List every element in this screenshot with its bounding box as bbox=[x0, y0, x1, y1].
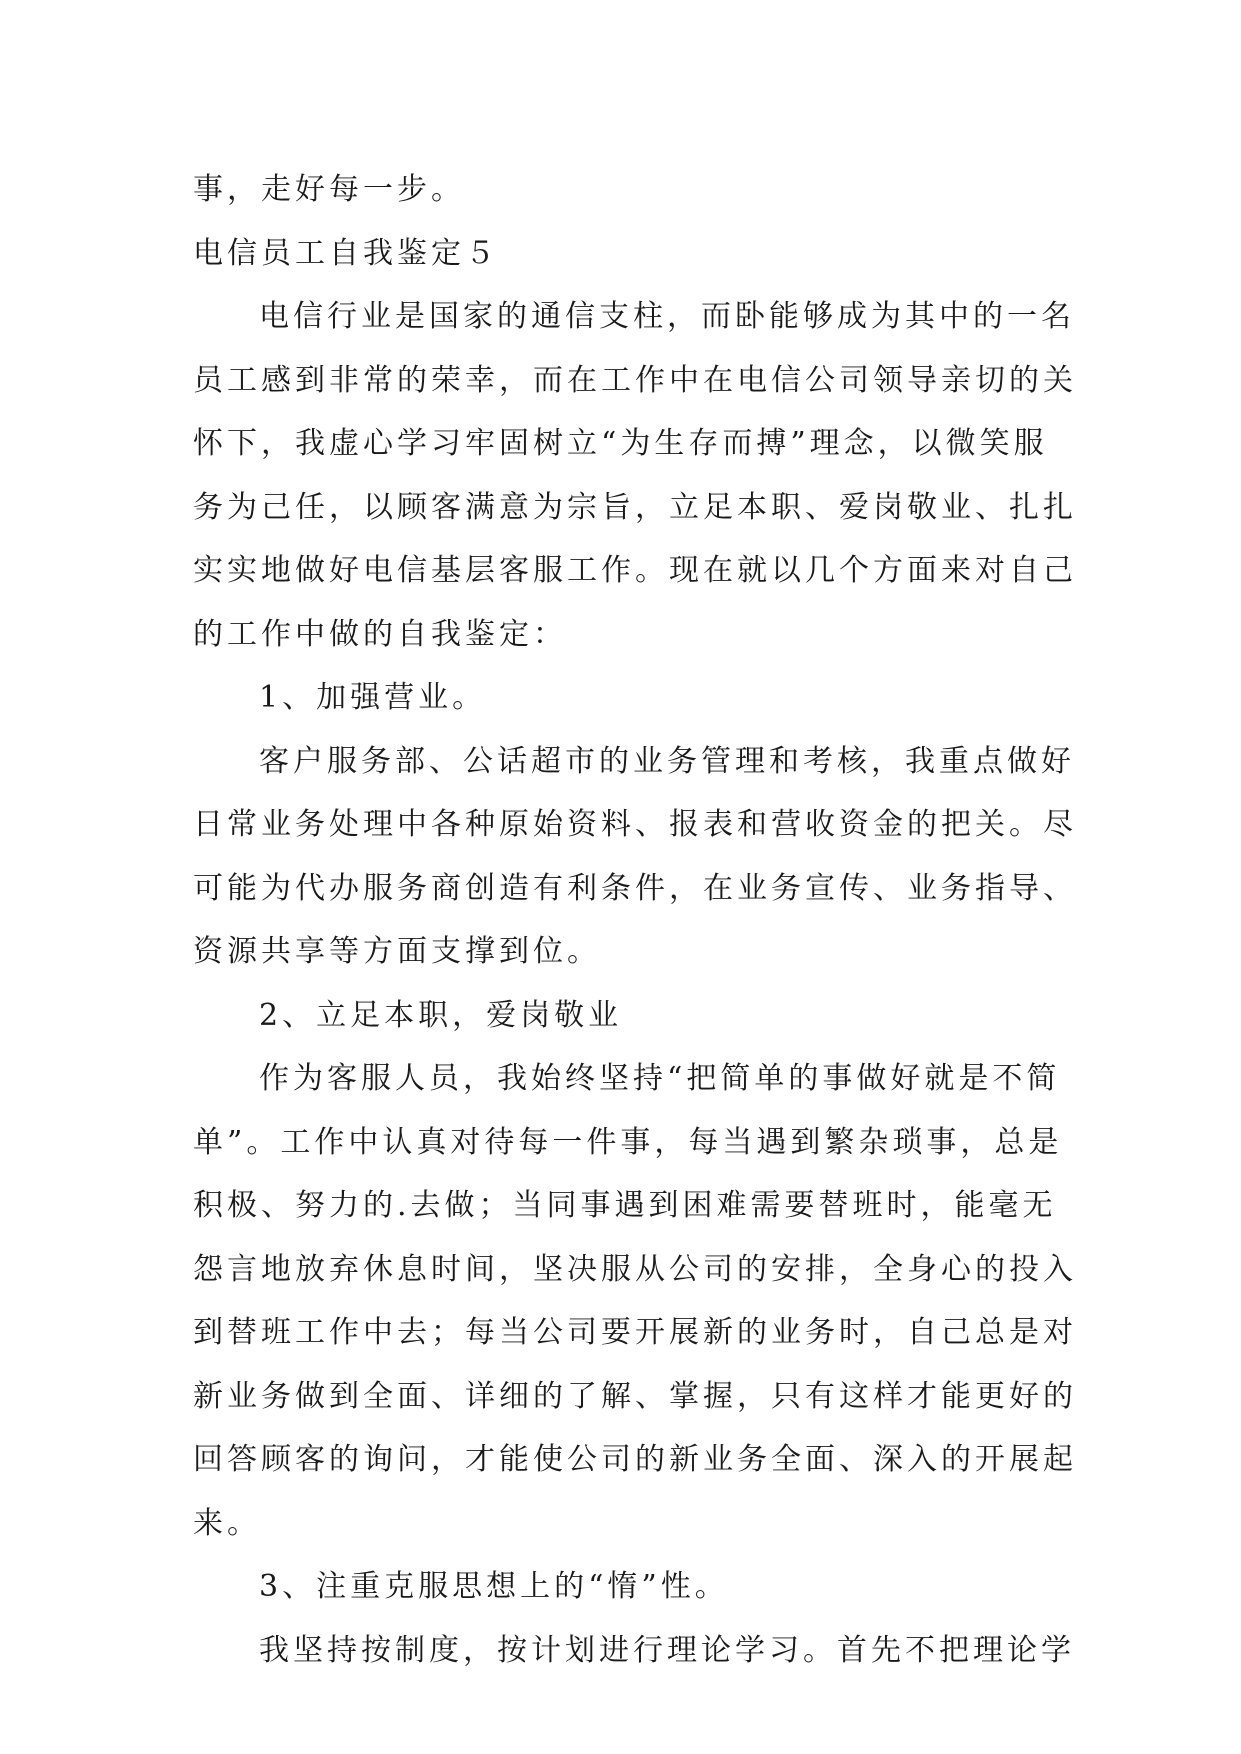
text-line: 事，走好每一步。 bbox=[193, 172, 465, 207]
text-line: 怨言地放弃休息时间，坚决服从公司的安排，全身心的投入 bbox=[193, 1251, 1077, 1287]
text-line: 回答顾客的询问，才能使公司的新业务全面、深入的开展起 bbox=[193, 1442, 1077, 1477]
text-line: 的工作中做的自我鉴定： bbox=[193, 616, 567, 652]
text-line: 新业务做到全面、详细的了解、掌握，只有这样才能更好的 bbox=[193, 1378, 1077, 1414]
paragraph-start-line: 作为客服人员，我始终坚持“把简单的事做好就是不简 bbox=[259, 1061, 1061, 1096]
text-line: 来。 bbox=[193, 1505, 261, 1541]
paragraph-start-line: 我坚持按制度，按计划进行理论学习。首先不把理论学 bbox=[259, 1632, 1075, 1668]
text-line: 员工感到非常的荣幸，而在工作中在电信公司领导亲切的关 bbox=[193, 362, 1077, 398]
text-line: 电信员工自我鉴定５ bbox=[193, 235, 499, 271]
text-line: 务为己任，以顾客满意为宗旨，立足本职、爱岗敬业、扎扎 bbox=[193, 489, 1077, 525]
text-line: 怀下，我虚心学习牢固树立“为生存而搏”理念，以微笑服 bbox=[193, 426, 1048, 461]
paragraph-start-line: 电信行业是国家的通信支柱，而卧能够成为其中的一名 bbox=[259, 299, 1075, 334]
document-body bbox=[193, 158, 1077, 1682]
text-line: 积极、努力的.去做；当同事遇到困难需要替班时，能毫无 bbox=[193, 1188, 1057, 1223]
text-line: 单”。工作中认真对待每一件事，每当遇到繁杂琐事，总是 bbox=[193, 1124, 1063, 1160]
paragraph-start-line: 1、加强营业。 bbox=[259, 680, 487, 715]
text-line: 日常业务处理中各种原始资料、报表和营收资金的把关。尽 bbox=[193, 807, 1077, 842]
text-line: 到替班工作中去；每当公司要开展新的业务时，自己总是对 bbox=[193, 1315, 1077, 1350]
paragraph-start-line: 3、注重克服思想上的“惰”性。 bbox=[259, 1569, 729, 1604]
paragraph-start-line: 2、立足本职，爱岗敬业 bbox=[259, 997, 623, 1033]
text-line: 实实地做好电信基层客服工作。现在就以几个方面来对自己 bbox=[193, 553, 1077, 588]
paragraph-start-line: 客户服务部、公话超市的业务管理和考核，我重点做好 bbox=[259, 743, 1075, 779]
text-line: 可能为代办服务商创造有利条件，在业务宣传、业务指导、 bbox=[193, 870, 1077, 906]
text-line: 资源共享等方面支撑到位。 bbox=[193, 934, 601, 969]
